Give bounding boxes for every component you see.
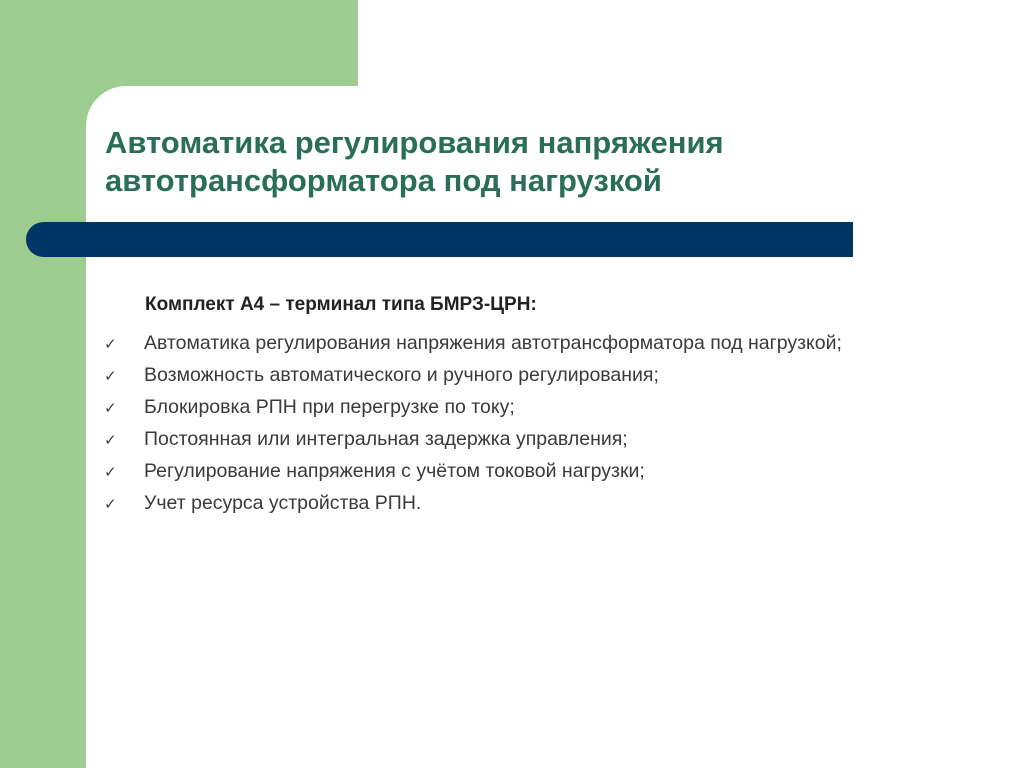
check-icon: ✓ [104,496,117,513]
slide-title-line-1: Автоматика регулирования напряжения [105,125,724,160]
feature-item [104,427,864,452]
feature-item [104,459,864,484]
title-divider-bar [26,222,853,257]
feature-text: Возможность автоматического и ручного регулирования; [144,364,659,386]
top-right-background [358,0,1024,86]
feature-item [104,491,864,516]
feature-text: Регулирование напряжения с учётом токовой нагрузки; [144,460,645,482]
feature-text: Постоянная или интегральная задержка управления; [144,428,628,450]
check-icon: ✓ [104,368,117,385]
feature-list [104,331,864,523]
slide-title [105,124,724,200]
feature-item [104,363,864,388]
feature-text: Учет ресурса устройства РПН. [144,492,422,514]
feature-text: Блокировка РПН при перегрузке по току; [144,396,515,418]
check-icon: ✓ [104,400,117,417]
feature-text: Автоматика регулирования напряжения автотрансформатора под нагрузкой; [144,332,842,354]
check-icon: ✓ [104,336,117,353]
check-icon: ✓ [104,464,117,481]
kit-heading: Комплект А4 – терминал типа БМРЗ-ЦРН: [145,294,537,315]
feature-item [104,395,864,420]
check-icon: ✓ [104,432,117,449]
slide-title-line-2: автотрансформатора под нагрузкой [105,163,662,198]
feature-item [104,331,864,356]
